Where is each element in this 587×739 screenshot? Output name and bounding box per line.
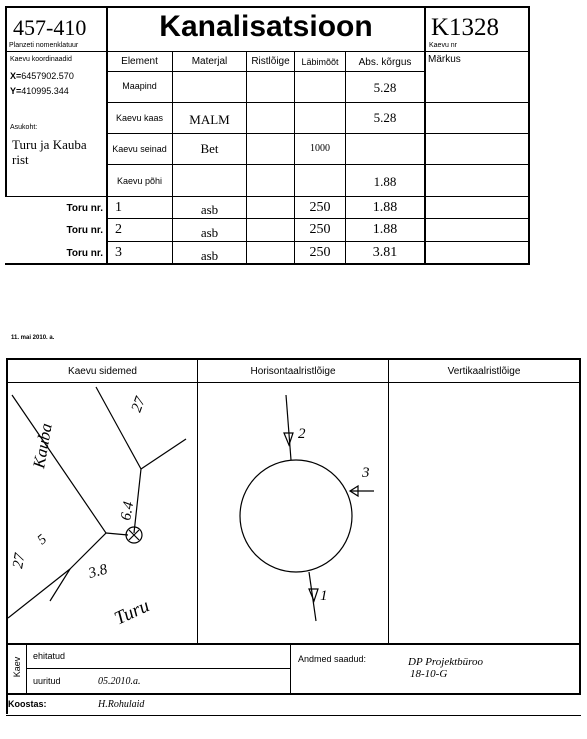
y-label: Y= xyxy=(10,86,22,96)
cover-material: MALM xyxy=(189,112,230,127)
footer-side-label: Kaev xyxy=(12,656,22,678)
pipe-elevation-1: 1.88 xyxy=(372,200,398,215)
measured-label: uuritud xyxy=(33,676,61,686)
walls-diameter: 1000 xyxy=(310,143,330,154)
nomenclature-code: 457-410 xyxy=(13,15,87,40)
x-coordinate xyxy=(10,71,74,81)
horizontal-section-drawing xyxy=(198,383,388,643)
panel-title-connections: Kaevu sidemed xyxy=(68,366,137,377)
measured-value: 05.2010.a. xyxy=(98,676,141,687)
pipe-diameter-1: 250 xyxy=(309,200,331,215)
pipe-diameter-3: 250 xyxy=(309,245,331,260)
x-label: X= xyxy=(10,71,22,81)
pipe-label-2-sketch: 2 xyxy=(298,426,306,442)
col-header-remark: Märkus xyxy=(428,54,461,65)
walls-material: Bet xyxy=(200,141,219,156)
col-header-cross: Ristlõige xyxy=(251,56,290,67)
data-from-label: Andmed saadud: xyxy=(298,654,367,664)
pipe-label-3: Toru nr. xyxy=(66,248,103,259)
data-from-value-2: 18-10-G xyxy=(410,668,448,680)
bottom-elevation: 1.88 xyxy=(373,174,397,189)
panel-title-vertical: Vertikaalristlõige xyxy=(447,366,521,377)
sketch-road-line-4 xyxy=(8,569,70,618)
y-value: 410995.344 xyxy=(21,86,69,96)
y-coordinate xyxy=(10,86,69,96)
coords-label: Kaevu koordinaadid xyxy=(10,56,72,63)
data-from-value-1: DP Projektbüroo xyxy=(408,656,484,668)
location-value-1: Turu ja Kauba xyxy=(12,137,87,152)
row-label-ground: Maapind xyxy=(122,81,157,91)
location-label: Asukoht: xyxy=(10,124,38,131)
well-outline-circle xyxy=(240,460,352,572)
built-label: ehitatud xyxy=(33,651,66,661)
col-header-diameter: Läbimõõt xyxy=(301,57,339,67)
well-id: K1328 xyxy=(431,14,500,41)
pipe-nr-2: 2 xyxy=(115,222,122,237)
pipe-elevation-2: 1.88 xyxy=(372,222,398,237)
date-note: 11. mai 2010. a. xyxy=(11,335,55,341)
x-value: 6457902.570 xyxy=(21,71,74,81)
house-number-left: 27 xyxy=(10,552,29,570)
compiled-value: H.Rohulaid xyxy=(98,699,145,710)
location-value-2: rist xyxy=(12,152,29,167)
pipe-nr-3: 3 xyxy=(115,245,122,260)
col-header-material: Materjal xyxy=(191,56,228,67)
pipe-nr-1: 1 xyxy=(115,200,122,215)
pipe-diameter-2: 250 xyxy=(309,222,331,237)
row-label-cover: Kaevu kaas xyxy=(115,113,164,123)
col-header-element: Element xyxy=(121,56,158,67)
nomenclature-label: Planzeti nomenklatuur xyxy=(9,42,79,49)
compiled-label: Koostas: xyxy=(8,699,47,709)
pipe-elevation-3: 3.81 xyxy=(372,245,398,260)
well-id-label: Kaevu nr xyxy=(429,42,458,49)
pipe-1-arrow xyxy=(309,589,318,601)
page-title: Kanalisatsioon xyxy=(159,10,373,43)
sketch-road-line-5 xyxy=(106,533,128,535)
street-label-kauba: Kauba xyxy=(29,421,56,470)
pipe-2-line xyxy=(286,395,291,460)
house-number-top: 27 xyxy=(128,394,149,415)
street-label-turu: Turu xyxy=(111,595,153,630)
panel-title-horizontal: Horisontaalristlõige xyxy=(250,366,336,377)
pipe-label-3-sketch: 3 xyxy=(362,465,370,481)
side-label-5: 5 xyxy=(34,532,50,549)
row-label-bottom: Kaevu põhi xyxy=(116,176,163,186)
row-label-walls: Kaevu seinad xyxy=(112,144,167,154)
pipe-label-2: Toru nr. xyxy=(66,225,103,236)
col-header-elevation: Abs. kõrgus xyxy=(358,57,412,68)
pipe-material-3: asb xyxy=(200,248,219,263)
pipe-label-1: Toru nr. xyxy=(66,203,103,214)
distance-label-64: 6.4 xyxy=(118,500,138,522)
sketch-road-line-2 xyxy=(141,439,186,469)
ground-elevation: 5.28 xyxy=(373,80,397,95)
pipe-material-2: asb xyxy=(200,225,219,240)
cover-elevation: 5.28 xyxy=(373,110,397,125)
pipe-label-1-sketch: 1 xyxy=(320,588,328,604)
distance-label-38: 3.8 xyxy=(86,561,110,582)
pipe-material-1: asb xyxy=(200,202,219,217)
connections-sketch xyxy=(8,383,197,643)
